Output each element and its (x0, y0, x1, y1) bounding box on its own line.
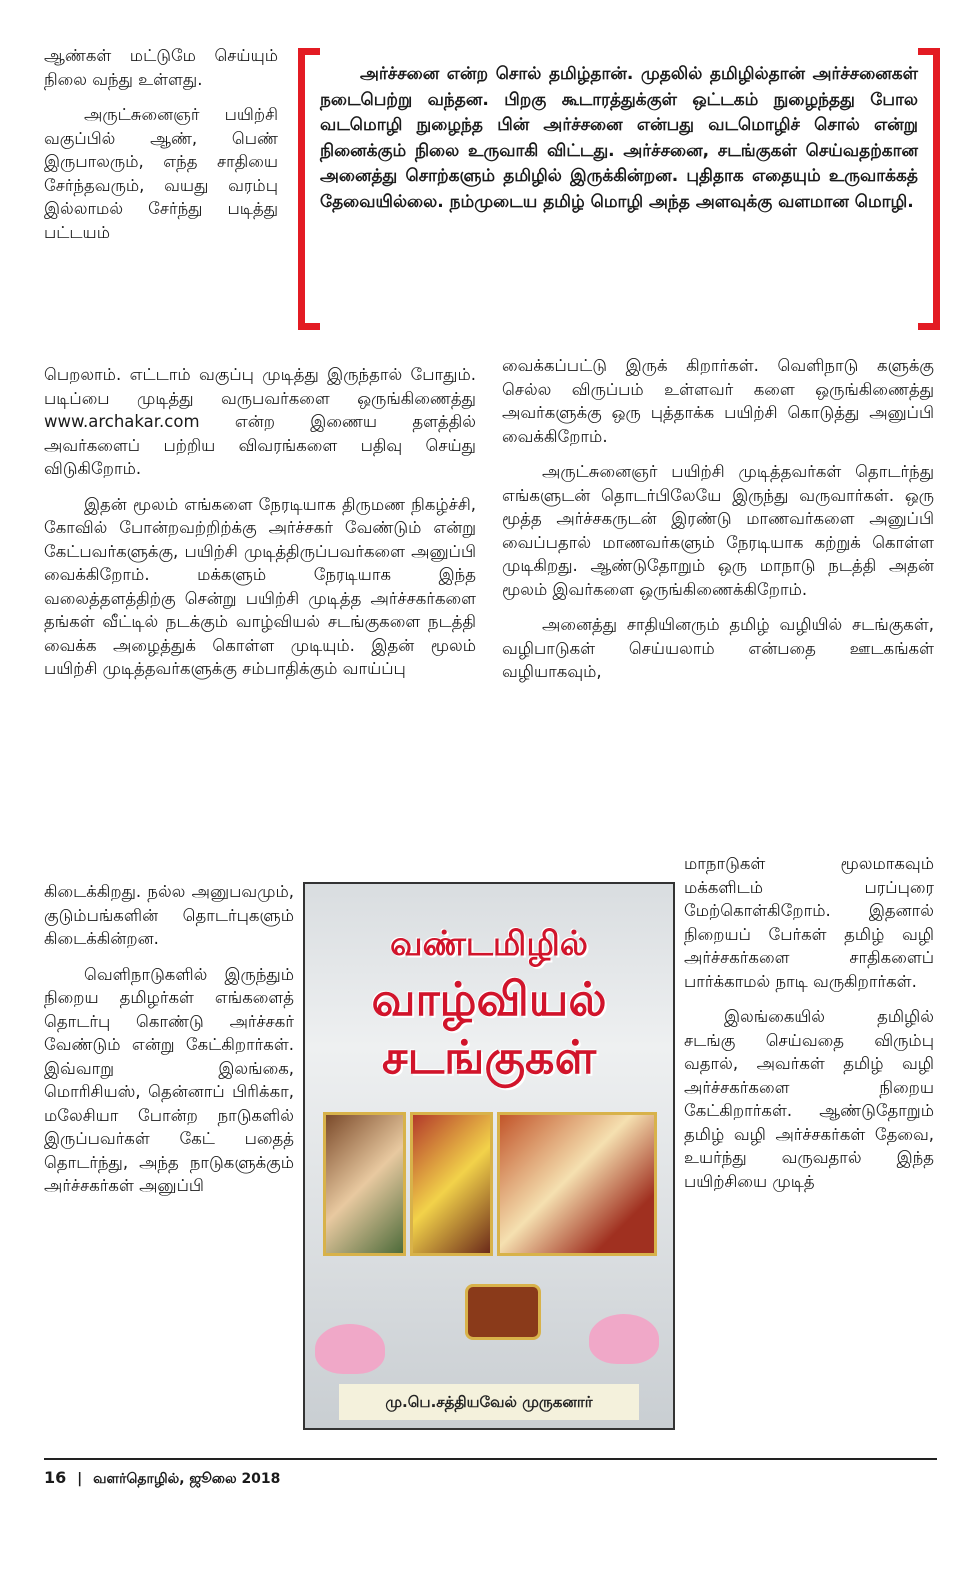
paragraph: அருட்சுனைஞர் பயிற்சி வகுப்பில் ஆண், பெண் இருபாலரும், எந்த சாதியை சேர்ந்தவரும், வயது வரம்பு இல்லாமல் சேர்ந்து படித்து பட்டயம் (44, 105, 278, 242)
page-footer (44, 1458, 937, 1489)
publication-name: வளர்தொழில், ஜூலை 2018 (93, 1471, 281, 1487)
book-cover-image (303, 882, 675, 1430)
paragraph: பெறலாம். எட்டாம் வகுப்பு முடித்து இருந்தால் போதும். படிப்பை முடித்து வருபவர்களை ஒருங்கிணைத்து www.archakar.com என்ற இணைய தளத்தில் அவர்களைப் பற்றிய விவரங்களை பதிவு செய்து விடுகிறோம். (44, 365, 476, 478)
paragraph: அருட்சுனைஞர் பயிற்சி முடித்தவர்கள் தொடர்ந்து எங்களுடன் தொடர்பிலேயே இருந்து வருவார்கள். ஒரு மூத்த அர்ச்சகருடன் இரண்டு மாணவர்களை அனுப்பி வைப்பதால் மாணவர்களும் நேரடியாக கற்றுக் கொள்ள முடிகிறது. ஆண்டுதோறும் ஒரு மாநாடு நடத்தி அதன் மூலம் இவர்களை ஒருங்கிணைக்கிறோம். (502, 462, 934, 599)
right-column-bottom (684, 852, 934, 1193)
book-title-line-3: சடங்குகள் (382, 1030, 596, 1084)
pull-quote-text: அர்ச்சனை என்ற சொல் தமிழ்தான். முதலில் தமிழில்தான் அர்ச்சனைகள் நடைபெற்று வந்தன. பிறகு கூடாரத்துக்குள் ஒட்டகம் நுழைந்தது போல வடமொழி நுழைந்த பின் அர்ச்சனை என்பது வடமொழிச் சொல் என்று நினைக்கும் நிலை உருவாகி விட்டது. அர்ச்சனை, சடங்குகள் செய்வதற்கான அனைத்து சொற்களும் தமிழில் இருக்கின்றன. புதிதாக எதையும் உருவாக்கத் தேவையில்லை. நம்முடைய தமிழ் மொழி அந்த அளவுக்கு வளமான மொழி. (320, 64, 918, 212)
paragraph: அனைத்து சாதியினரும் தமிழ் வழியில் சடங்குகள், வழிபாடுகள் செய்யலாம் என்பதை ஊடகங்கள் வழியாகவும், (502, 615, 934, 681)
paragraph: கிடைக்கிறது. நல்ல அனுபவமும், குடும்பங்களின் தொடர்புகளும் கிடைக்கின்றன. (44, 882, 294, 948)
lotus-flower-icon (315, 1324, 385, 1374)
left-column-top (44, 44, 278, 244)
pull-quote-right-bracket (918, 48, 940, 330)
left-column-bottom (44, 880, 294, 1198)
paragraph: மாநாடுகள் மூலமாகவும் மக்களிடம் பரப்புரை மேற்கொள்கிறோம். இதனால் நிறையப் பேர்கள் தமிழ் வழி அர்ச்சகர்களை சாதிகளைப் பார்க்காமல் நாடி வருகிறார்கள். (684, 854, 934, 991)
ceremony-photos (323, 1112, 657, 1256)
book-title-line-2: வாழ்வியல் (371, 972, 607, 1026)
lotus-flower-icon (589, 1314, 659, 1364)
left-column-middle (44, 363, 476, 681)
page-number: 16 (44, 1468, 67, 1487)
ceremony-photo (323, 1112, 406, 1256)
footer-separator: | (77, 1471, 83, 1487)
ceremony-photo (410, 1112, 493, 1256)
right-column-middle (502, 354, 934, 684)
ceremony-photo (497, 1112, 657, 1256)
paragraph: ஆண்கள் மட்டுமே செய்யும் நிலை வந்து உள்ளது. (44, 46, 278, 89)
paragraph: வைக்கப்பட்டு இருக் கிறார்கள். வெளிநாடு களுக்கு செல்ல விருப்பம் உள்ளவர் களை ஒருங்கிணைத்து அவர்களுக்கு ஒரு புத்தாக்க பயிற்சி கொடுத்து அனுப்பி வைக்கிறோம். (502, 356, 934, 446)
pull-quote (298, 48, 940, 330)
paragraph: இதன் மூலம் எங்களை நேரடியாக திருமண நிகழ்ச்சி, கோவில் போன்றவற்றிற்க்கு அர்ச்சகர் வேண்டும் என்று கேட்பவர்களுக்கு, பயிற்சி முடித்திருப்பவர்களை அனுப்பி வைக்கிறோம். மக்களும் நேரடியாக இந்த வலைத்தளத்திற்கு சென்று பயிற்சி முடித்த அர்ச்சகர்களை தங்கள் வீட்டில் நடக்கும் வாழ்வியல் சடங்குகளை நடத்தி வைக்க அழைத்துக் கொள்ள முடியும். இதன் மூலம் பயிற்சி முடித்தவர்களுக்கு சம்பாதிக்கும் வாய்ப்பு (44, 494, 476, 678)
book-author: மு.பெ.சத்தியவேல் முருகனார் (339, 1384, 639, 1420)
paragraph: இலங்கையில் தமிழில் சடங்கு செய்வதை விரும்பு வதால், அவர்கள் தமிழ் வழி அர்ச்சகர்களை நிறைய கேட்கிறார்கள். ஆண்டுதோறும் தமிழ் வழி அர்ச்சகர்கள் தேவை, உயர்ந்து வருவதால் இந்த பயிற்சியை முடித் (684, 1007, 934, 1191)
drum-icon (465, 1284, 541, 1340)
book-title-line-1: வண்டமிழில் (389, 924, 589, 964)
paragraph: வெளிநாடுகளில் இருந்தும் நிறைய தமிழர்கள் எங்களைத் தொடர்பு கொண்டு அர்ச்சகர் வேண்டும் என்று கேட்கிறார்கள். இவ்வாறு இலங்கை, மொரிசியஸ், தென்னாப் பிரிக்கா, மலேசியா போன்ற நாடுகளில் இருப்பவர்கள் கேட் பதைத் தொடர்ந்து, அந்த நாடுகளுக்கும் அர்ச்சகர்கள் அனுப்பி (44, 964, 294, 1195)
pull-quote-left-bracket (298, 48, 320, 330)
